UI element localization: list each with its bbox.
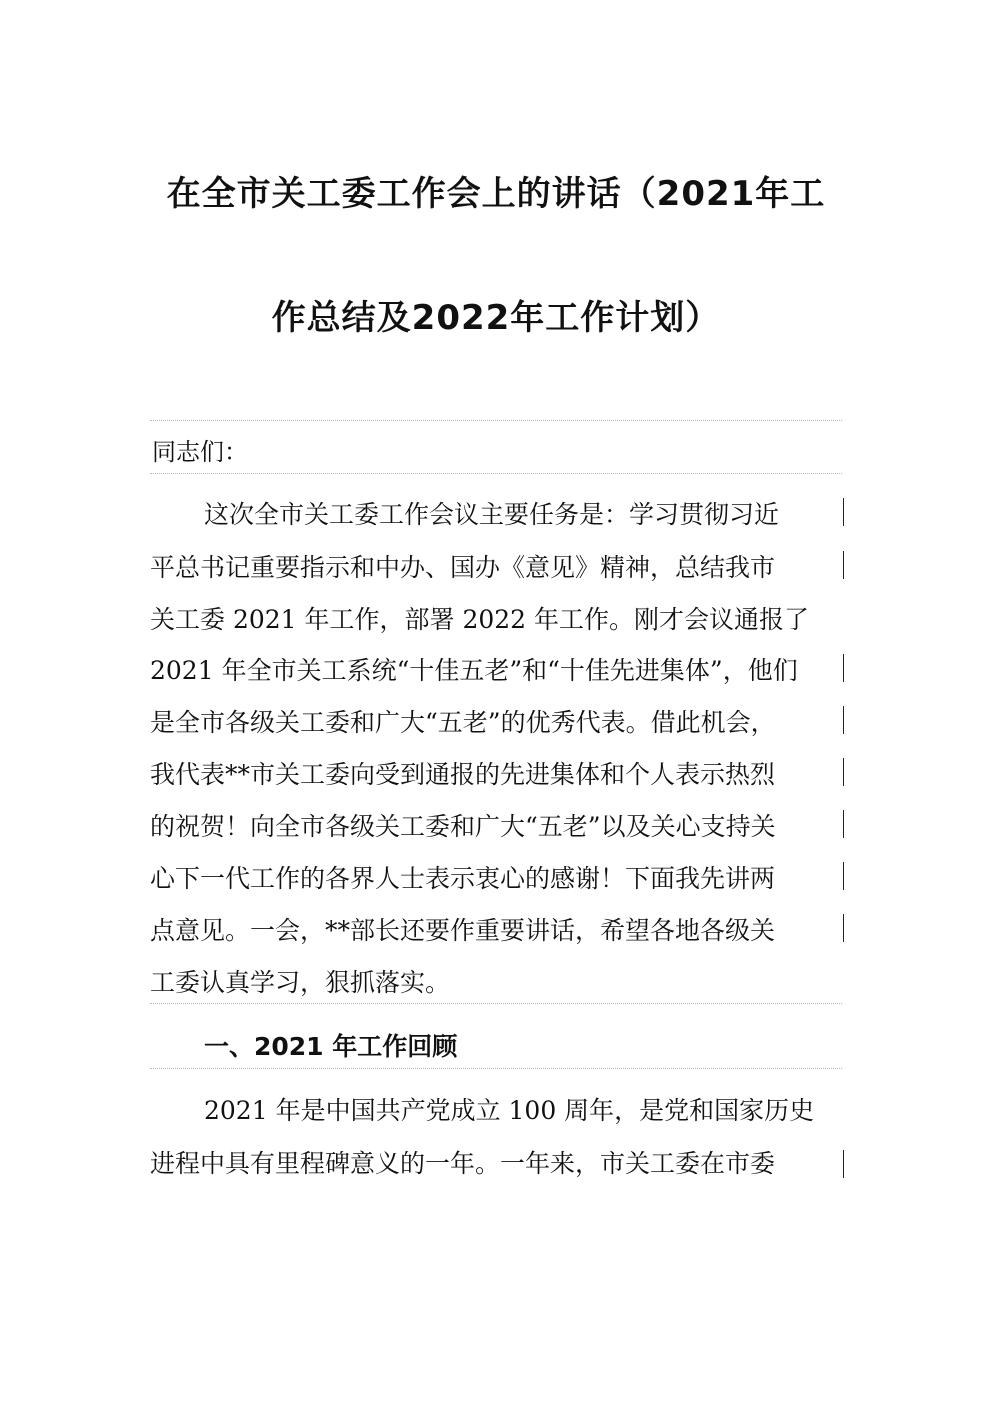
section-heading: 一、2021 年工作回顾	[204, 1032, 458, 1061]
intro-paragraph-line: 点意见。一会，**部长还要作重要讲话，希望各地各级关	[150, 916, 776, 945]
intro-paragraph-line: 是全市各级关工委和广大“五老”的优秀代表。借此机会，	[150, 708, 776, 737]
intro-paragraph-line: 的祝贺！向全市各级关工委和广大“五老”以及关心支持关	[150, 812, 776, 841]
margin-marker	[843, 758, 844, 786]
divider	[150, 420, 842, 421]
section-paragraph-line: 进程中具有里程碑意义的一年。一年来，市关工委在市委	[150, 1149, 776, 1178]
divider	[150, 473, 842, 474]
intro-paragraph-line: 这次全市关工委工作会议主要任务是：学习贯彻习近	[204, 500, 780, 529]
salutation: 同志们：	[152, 438, 248, 466]
margin-marker	[843, 914, 844, 942]
intro-paragraph-line: 我代表**市关工委向受到通报的先进集体和个人表示热烈	[150, 760, 776, 789]
margin-marker	[843, 498, 844, 526]
margin-marker	[843, 551, 844, 579]
margin-marker	[843, 1150, 844, 1178]
divider	[150, 1068, 842, 1069]
document-title-line-1: 在全市关工委工作会上的讲话（2021年工	[166, 174, 826, 214]
margin-marker	[843, 706, 844, 734]
intro-paragraph-line: 平总书记重要指示和中办、国办《意见》精神，总结我市	[150, 553, 776, 582]
intro-paragraph-line: 心下一代工作的各界人士表示衷心的感谢！下面我先讲两	[150, 864, 776, 893]
section-paragraph-line: 2021 年是中国共产党成立 100 周年，是党和国家历史	[204, 1096, 815, 1125]
intro-paragraph-line: 2021 年全市关工系统“十佳五老”和“十佳先进集体”，他们	[150, 656, 798, 685]
intro-paragraph-line: 工委认真学习，狠抓落实。	[150, 968, 451, 997]
margin-marker	[843, 654, 844, 682]
divider	[150, 1003, 842, 1004]
document-title-line-2: 作总结及2022年工作计划）	[271, 298, 721, 338]
intro-paragraph-line: 关工委 2021 年工作，部署 2022 年工作。刚才会议通报了	[150, 605, 810, 634]
margin-marker	[843, 810, 844, 838]
margin-marker	[843, 862, 844, 890]
